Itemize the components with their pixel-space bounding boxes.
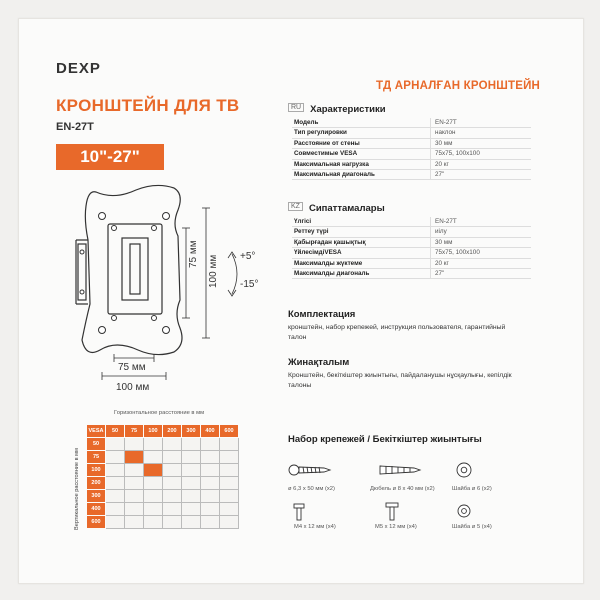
vesa-cell: [106, 451, 125, 464]
vesa-row-header: 300: [87, 490, 106, 503]
dowel-icon: [380, 466, 420, 474]
vesa-col-header: 100: [144, 425, 163, 438]
vesa-cell: [220, 490, 239, 503]
vesa-cell: [144, 503, 163, 516]
vesa-col-header: 300: [182, 425, 201, 438]
vesa-cell: [106, 516, 125, 529]
vesa-cell: [163, 490, 182, 503]
screw-icon: [289, 465, 330, 475]
spec-row: [292, 217, 531, 227]
model-label: EN-27T: [56, 121, 94, 133]
spec-row: [292, 248, 531, 258]
size-range-banner: 10"-27": [56, 144, 164, 170]
vesa-cell: [220, 503, 239, 516]
vesa-col-header: 200: [163, 425, 182, 438]
bolt-icon: [386, 503, 398, 520]
vesa-row-header: 50: [87, 438, 106, 451]
width-inner-label: 75 мм: [118, 362, 146, 373]
spec-key: ҮйлесімдіVESA: [292, 248, 431, 258]
vesa-cell: [144, 490, 163, 503]
spec-value: 20 кг: [431, 258, 532, 268]
vesa-row-header: 75: [87, 451, 106, 464]
vesa-hole: [163, 327, 170, 334]
spec-value: EN-27T: [431, 217, 532, 227]
tilt-up-label: +5°: [240, 251, 256, 262]
spec-row: [292, 237, 531, 247]
vesa-col-header: 75: [125, 425, 144, 438]
spec-key: Максималды диагональ: [292, 269, 431, 279]
spec-key: Реттеу түрі: [292, 227, 431, 237]
vesa-hole: [99, 327, 106, 334]
vesa-cell: [125, 477, 144, 490]
vesa-cell: [220, 477, 239, 490]
brand-logo: DEXP: [56, 60, 101, 77]
washer-icon: [457, 463, 471, 477]
vesa-cell: [106, 477, 125, 490]
spec-key: Үлгісі: [292, 217, 431, 227]
washer-icon: [458, 505, 470, 517]
vesa-cell: [201, 451, 220, 464]
vesa-hole: [152, 226, 157, 231]
vesa-row-header: 600: [87, 516, 106, 529]
vesa-cell: [201, 516, 220, 529]
lang-flag-ru: RU: [288, 103, 304, 112]
spec-value: 30 мм: [431, 138, 532, 148]
spec-key: Совместимые VESA: [292, 149, 431, 159]
page-title-kz: ТД АРНАЛҒАН КРОНШТЕЙН: [376, 80, 541, 92]
width-outer-label: 100 мм: [116, 382, 150, 393]
vesa-hole: [112, 316, 117, 321]
vesa-cell: [220, 451, 239, 464]
bolt-icon: [294, 504, 304, 520]
specs-kz-heading: KZ Сипаттамалары: [288, 198, 385, 216]
spec-row: [292, 227, 531, 237]
vesa-cell: [201, 464, 220, 477]
vesa-y-caption: Вертикальное расстояние в мм: [74, 448, 80, 530]
spec-key: Тип регулировки: [292, 128, 431, 138]
vesa-cell: [106, 438, 125, 451]
vesa-cell: [106, 503, 125, 516]
fastener-label: Шайба ø 6 (x2): [452, 486, 492, 492]
vesa-cell: [125, 503, 144, 516]
vesa-row-header: 100: [87, 464, 106, 477]
spec-key: Расстояние от стены: [292, 138, 431, 148]
lang-flag-kz: KZ: [288, 202, 303, 211]
vesa-cell: [163, 503, 182, 516]
vesa-cell: [125, 464, 144, 477]
vesa-cell: [163, 438, 182, 451]
vesa-cell: [182, 490, 201, 503]
vesa-cell: [125, 490, 144, 503]
spec-value: 30 мм: [431, 237, 532, 247]
spec-value: наклон: [431, 128, 532, 138]
kit-ru-heading: Комплектация: [288, 309, 356, 320]
spec-value: 75x75, 100x100: [431, 248, 532, 258]
specs-kz-table: [292, 217, 531, 279]
specs-ru-table: [292, 118, 531, 180]
vesa-col-header: 600: [220, 425, 239, 438]
vesa-cell: [201, 477, 220, 490]
fastener-label: Дюбель ø 8 x 40 мм (x2): [370, 486, 435, 492]
vesa-cell: [182, 503, 201, 516]
vesa-cell: [163, 477, 182, 490]
vesa-cell: [201, 503, 220, 516]
kit-kz-text: Кронштейн, бекіткіштер жиынтығы, пайдаланушы нұсқаулығы, кепілдік талоны: [288, 372, 512, 389]
spec-row: [292, 258, 531, 268]
spec-value: 27": [431, 170, 532, 180]
spec-value: 20 кг: [431, 159, 532, 169]
spec-key: Максималды жүктеме: [292, 258, 431, 268]
spec-row: [292, 128, 531, 138]
vesa-row-header: 400: [87, 503, 106, 516]
vesa-cell: [220, 516, 239, 529]
vesa-hole: [152, 316, 157, 321]
vesa-cell: [182, 464, 201, 477]
spec-value: 75x75, 100x100: [431, 149, 532, 159]
vesa-cell: [220, 438, 239, 451]
vesa-cell: [144, 438, 163, 451]
vesa-cell: [220, 464, 239, 477]
vesa-x-caption: Горизонтальное расстояние в мм: [114, 410, 205, 416]
spec-key: Максимальная диагональ: [292, 170, 431, 180]
height-inner-label: 75 мм: [188, 240, 199, 268]
vesa-cell: [182, 451, 201, 464]
spec-row: [292, 170, 531, 180]
vesa-cell: [125, 438, 144, 451]
fastener-label: M5 x 12 мм (x4): [375, 524, 417, 530]
kit-ru-text: кронштейн, набор крепежей, инструкция пользователя, гарантийный талон: [288, 324, 506, 341]
tilt-down-label: -15°: [240, 279, 259, 290]
spec-row: [292, 159, 531, 169]
page-title: КРОНШТЕЙН ДЛЯ ТВ: [56, 96, 240, 115]
vesa-cell: [106, 464, 125, 477]
fastener-label: Шайба ø 5 (x4): [452, 524, 492, 530]
kit-kz-heading: Жинақталым: [288, 357, 350, 368]
vesa-cell: [163, 464, 182, 477]
vesa-cell: [106, 490, 125, 503]
spec-value: 27": [431, 269, 532, 279]
vesa-cell: [182, 477, 201, 490]
vesa-cell: [182, 438, 201, 451]
spec-row: [292, 149, 531, 159]
vesa-cell: [125, 516, 144, 529]
spec-key: Модель: [292, 118, 431, 128]
vesa-cell: [144, 451, 163, 464]
spec-value: иілу: [431, 227, 532, 237]
vesa-cell: [144, 516, 163, 529]
vesa-cell: [163, 451, 182, 464]
height-outer-label: 100 мм: [208, 254, 219, 288]
vesa-cell: [144, 477, 163, 490]
vesa-hole: [99, 213, 106, 220]
vesa-hole: [112, 226, 117, 231]
fastener-label: M4 x 12 мм (x4): [294, 524, 336, 530]
spec-row: [292, 118, 531, 128]
vesa-corner: VESA: [87, 425, 106, 438]
vesa-cell: [201, 490, 220, 503]
tilt-arrow-icon: [232, 254, 237, 294]
vesa-hole: [163, 213, 170, 220]
vesa-compatibility-table: [86, 424, 239, 529]
vesa-cell-supported: [144, 464, 163, 477]
specs-ru-heading: RU Характеристики: [288, 99, 386, 117]
vesa-cell: [163, 516, 182, 529]
spec-key: Максимальная нагрузка: [292, 159, 431, 169]
vesa-cell: [182, 516, 201, 529]
vesa-cell-supported: [125, 451, 144, 464]
vesa-col-header: 50: [106, 425, 125, 438]
vesa-col-header: 400: [201, 425, 220, 438]
vesa-cell: [201, 438, 220, 451]
fastener-label: ø 6,3 x 50 мм (x2): [288, 486, 335, 492]
fasteners-icons: [286, 456, 486, 530]
spec-value: EN-27T: [431, 118, 532, 128]
spec-key: Қабырғадан қашықтық: [292, 237, 431, 247]
vesa-row-header: 200: [87, 477, 106, 490]
fasteners-heading: Набор крепежей / Бекіткіштер жиынтығы: [288, 434, 482, 445]
spec-row: [292, 138, 531, 148]
spec-row: [292, 269, 531, 279]
